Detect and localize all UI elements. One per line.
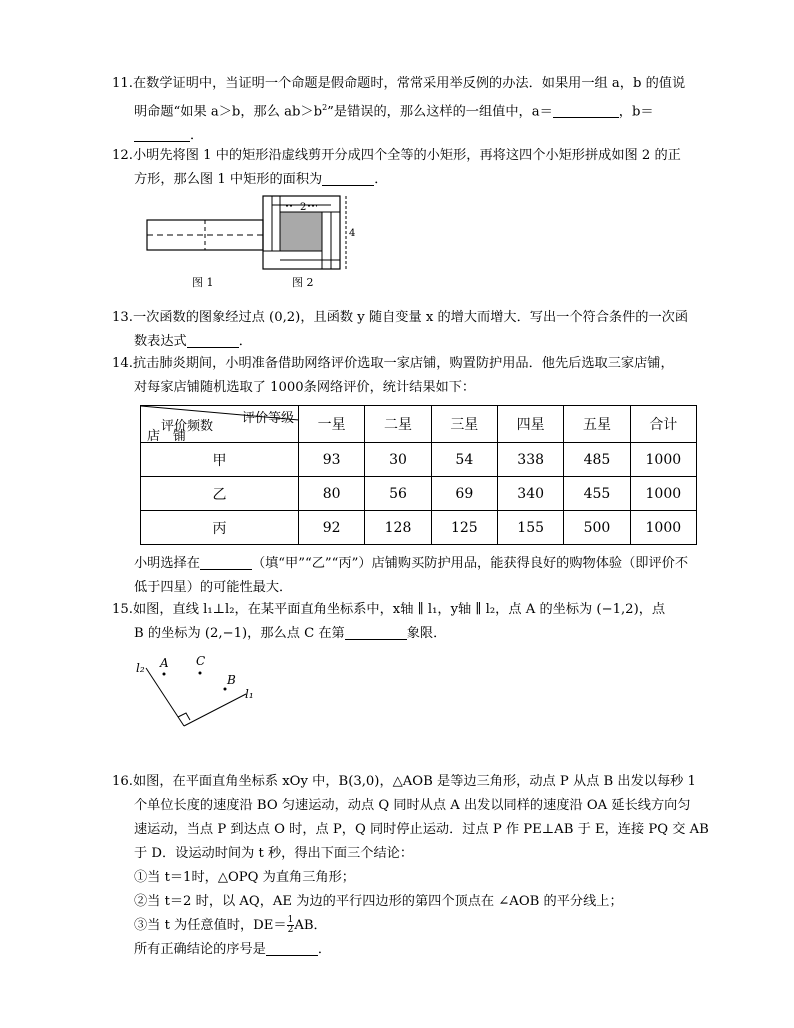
- q16-blank: [266, 940, 318, 956]
- label-l1: l₁: [245, 687, 254, 701]
- q13-blank: [187, 332, 239, 348]
- q16-line1: 16.如图，在平面直角坐标系 xOy 中，B(3,0)，△AOB 是等边三角形，动点 P 从点 B 出发以每秒 1: [112, 774, 696, 789]
- dim-2-label: 2: [300, 202, 307, 213]
- rating-table: [140, 405, 697, 545]
- label-l2: l₂: [136, 661, 145, 675]
- q14-blank: [200, 554, 252, 570]
- point-B: [224, 688, 227, 691]
- store-cell: 丙: [141, 511, 299, 545]
- q16-line4: 于 D．设运动时间为 t 秒，得出下面三个结论：: [134, 846, 414, 861]
- value-cell: 56: [365, 477, 431, 511]
- q11-blank-b: [134, 126, 190, 142]
- header-cell: 三星: [431, 406, 497, 443]
- corner-label-frequency: 评价频数: [161, 419, 214, 434]
- q14-line2: 对每家店铺随机选取了 1000条网络评价，统计结果如下：: [134, 380, 476, 395]
- table-row: [141, 477, 697, 511]
- q11-line3: ．: [112, 124, 712, 148]
- value-cell: 93: [299, 443, 365, 477]
- fig1-caption: 图 1: [192, 276, 214, 289]
- value-cell: 128: [365, 511, 431, 545]
- question-12: [112, 144, 712, 192]
- value-cell: 54: [431, 443, 497, 477]
- q11-line1: 11.在数学证明中，当证明一个命题是假命题时，常常采用举反例的办法．如果用一组 a，b 的值说: [112, 76, 686, 91]
- q11-blank-a: [553, 102, 619, 118]
- value-cell: 155: [497, 511, 563, 545]
- label-C: C: [196, 654, 206, 668]
- q12-line2: 方形，那么图 1 中矩形的面积为 ．: [134, 172, 388, 187]
- header-cell: 五星: [564, 406, 630, 443]
- value-cell: 455: [564, 477, 630, 511]
- label-A: A: [160, 656, 169, 670]
- q13-line2: 数表达式 ．: [134, 334, 252, 349]
- header-cell: 四星: [497, 406, 563, 443]
- point-A: [163, 673, 166, 676]
- question-16: [112, 770, 712, 962]
- q13-line1: 13.一次函数的图象经过点 (0,2)，且函数 y 随自变量 x 的增大而增大．写出一个符合条件的一次函: [112, 310, 689, 325]
- q15-line2: B 的坐标为 (2,−1)，那么点 C 在第 象限．: [134, 626, 447, 641]
- q16-conclusion-1: ①当 t＝1时，△OPQ 为直角三角形；: [134, 870, 355, 885]
- header-cell: 合计: [630, 406, 696, 443]
- value-cell: 92: [299, 511, 365, 545]
- table-row: [141, 443, 697, 477]
- table-header-row: [141, 406, 697, 443]
- value-cell: 500: [564, 511, 630, 545]
- q16-last-line: 所有正确结论的序号是 ．: [134, 942, 332, 957]
- value-cell: 69: [431, 477, 497, 511]
- table-row: [141, 511, 697, 545]
- q14-after-line2: 低于四星）的可能性最大．: [134, 580, 293, 595]
- value-cell: 30: [365, 443, 431, 477]
- value-cell: 338: [497, 443, 563, 477]
- value-cell: 80: [299, 477, 365, 511]
- value-cell: 1000: [630, 477, 696, 511]
- q16-conclusion-3: ③当 t 为任意值时，DE＝ $\frac{1}{2}$ AB．: [134, 915, 327, 935]
- fraction-one-half: $\frac{1}{2}$: [287, 915, 294, 935]
- question-13: [112, 306, 712, 354]
- value-cell: 340: [497, 477, 563, 511]
- q12-figures: [140, 190, 360, 300]
- question-14-after: [112, 552, 712, 600]
- figure-1-rectangle: [147, 220, 263, 250]
- corner-label-rating: 评价等级: [241, 411, 294, 426]
- value-cell: 1000: [630, 443, 696, 477]
- q15-figure: [132, 650, 272, 740]
- question-14: [112, 352, 712, 400]
- point-C: [199, 672, 202, 675]
- table-corner-cell: [141, 406, 299, 443]
- q15-blank: [345, 624, 407, 640]
- q16-line2: 个单位长度的速度沿 BO 匀速运动，动点 Q 同时从点 A 出发以同样的速度沿 OA 延长线方向匀: [134, 798, 691, 813]
- q16-line3: 速运动，当点 P 到达点 O 时，点 P，Q 同时停止运动．过点 P 作 PE⊥AB 于 E，连接 PQ 交 AB: [134, 822, 709, 837]
- question-15: [112, 598, 712, 646]
- q11-line2: 明命题“如果 a＞b，那么 $ab>b^2$”是错误的，那么这样的一组值中，a＝ ，b＝: [134, 103, 654, 120]
- corner-label-store: 店 铺: [147, 429, 187, 444]
- dim-4-label: 4: [349, 228, 356, 239]
- header-cell: 二星: [365, 406, 431, 443]
- header-cell: 一星: [299, 406, 365, 443]
- value-cell: 125: [431, 511, 497, 545]
- store-cell: 乙: [141, 477, 299, 511]
- q12-blank: [322, 170, 374, 186]
- q12-line1: 12.小明先将图 1 中的矩形沿虚线剪开分成四个全等的小矩形，再将这四个小矩形拼成如图 2 的正: [112, 148, 681, 163]
- q14-after-line1: 小明选择在 （填“甲”“乙”“丙”）店铺购买防护用品，能获得良好的购物体验（即评价不: [134, 556, 689, 571]
- label-B: B: [227, 673, 236, 687]
- store-cell: 甲: [141, 443, 299, 477]
- fig2-caption: 图 2: [292, 276, 314, 289]
- q15-line1: 15.如图，直线 l₁⊥l₂，在某平面直角坐标系中，x轴 ∥ l₁，y轴 ∥ l₂，点 A 的坐标为 (−1,2)，点: [112, 602, 666, 617]
- line-l1: [184, 694, 246, 726]
- value-cell: 485: [564, 443, 630, 477]
- q14-line1: 14.抗击肺炎期间，小明准备借助网络评价选取一家店铺，购置防护用品．他先后选取三家店铺，: [112, 356, 674, 371]
- question-11: [112, 72, 712, 148]
- value-cell: 1000: [630, 511, 696, 545]
- q16-conclusion-2: ②当 t＝2 时，以 AQ，AE 为边的平行四边形的第四个顶点在 ∠AOB 的平分线上；: [134, 894, 623, 909]
